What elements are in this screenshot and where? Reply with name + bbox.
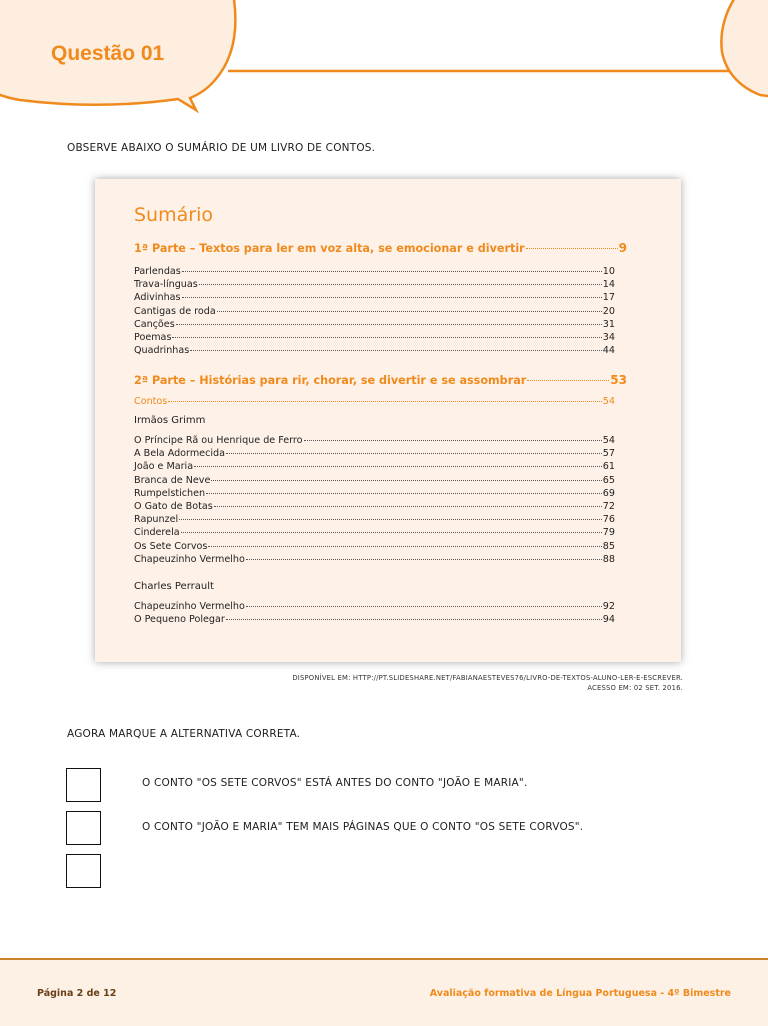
- toc-title: Sumário: [134, 204, 213, 226]
- entry-title: Canções: [134, 318, 175, 330]
- right-speech-bubble: [721, 0, 768, 100]
- dot-leader: [179, 519, 602, 520]
- toc-entry: [134, 461, 615, 474]
- part-2-label: 2ª Parte – Histórias para rir, chorar, se divertir e se assombrar: [134, 374, 527, 387]
- toc-entry: [134, 541, 615, 554]
- entry-page: 92: [602, 601, 615, 612]
- toc-entry: [134, 475, 615, 488]
- dot-leader: [246, 606, 602, 607]
- dot-leader: [214, 506, 602, 507]
- question-title: Questão 01: [51, 42, 165, 65]
- entry-page: 88: [602, 553, 615, 565]
- dot-leader: [211, 480, 601, 481]
- dot-leader: [226, 619, 602, 620]
- toc-contos: [134, 396, 615, 407]
- toc-entry: [134, 614, 615, 627]
- entry-title: Chapeuzinho Vermelho: [134, 553, 245, 565]
- entry-title: Rumpelstichen: [134, 487, 206, 499]
- entry-title: Cinderela: [134, 527, 180, 539]
- entry-page: 76: [602, 514, 615, 526]
- entry-title: O Pequeno Polegar: [134, 614, 225, 626]
- dot-leader: [526, 248, 618, 249]
- source-citation: [292, 674, 683, 693]
- entry-title: Os Sete Corvos: [134, 540, 208, 552]
- entry-page: 72: [602, 500, 615, 512]
- entry-title: O Gato de Botas: [134, 500, 213, 512]
- page-footer: [0, 958, 768, 1026]
- entry-page: 57: [602, 448, 615, 460]
- dot-leader: [190, 350, 602, 351]
- dot-leader: [176, 324, 602, 325]
- dot-leader: [527, 380, 609, 381]
- toc-entry: [134, 554, 615, 567]
- entry-title: O Príncipe Rã ou Henrique de Ferro: [134, 435, 303, 446]
- entry-title: Parlendas: [134, 266, 181, 277]
- dot-leader: [208, 546, 601, 547]
- option-2-text: O CONTO "JOÃO E MARIA" TEM MAIS PÁGINAS QUE O CONTO "OS SETE CORVOS".: [142, 821, 584, 833]
- author-perrault: Charles Perrault: [134, 581, 214, 592]
- entry-title: Quadrinhas: [134, 345, 190, 357]
- entry-title: Poemas: [134, 331, 172, 343]
- toc-entry: [134, 435, 615, 448]
- part-1-label: 1ª Parte – Textos para ler em voz alta, se emocionar e divertir: [134, 242, 525, 255]
- entry-title: Cantigas de roda: [134, 305, 216, 317]
- toc-entry: [134, 488, 615, 501]
- toc-entry: [134, 345, 615, 358]
- entry-title: João e Maria: [134, 461, 194, 473]
- entry-title: Chapeuzinho Vermelho: [134, 601, 245, 612]
- part-1-list: [134, 266, 615, 358]
- source-line-2: ACESSO EM: 02 SET. 2016.: [587, 683, 683, 692]
- entry-title: Adivinhas: [134, 292, 181, 304]
- footer-assessment-title: Avaliação formativa de Língua Portuguesa - 4º Bimestre: [429, 988, 731, 999]
- entry-title: Rapunzel: [134, 514, 179, 526]
- option-3-checkbox[interactable]: [66, 854, 101, 888]
- perrault-list: [134, 601, 615, 627]
- part-2-page: 53: [610, 373, 627, 387]
- entry-page: 20: [602, 305, 615, 317]
- dot-leader: [182, 271, 602, 272]
- dot-leader: [217, 311, 602, 312]
- entry-title: Branca de Neve: [134, 474, 211, 486]
- entry-title: A Bela Adormecida: [134, 448, 225, 460]
- toc-entry: [134, 601, 615, 614]
- entry-page: 65: [602, 474, 615, 486]
- contos-title: Contos: [134, 396, 168, 407]
- entry-title: Trava-línguas: [134, 279, 198, 291]
- toc-entry: [134, 292, 615, 305]
- toc-entry: [134, 332, 615, 345]
- entry-page: 31: [602, 318, 615, 330]
- option-1-text: O CONTO "OS SETE CORVOS" ESTÁ ANTES DO CONTO "JOÃO E MARIA".: [142, 777, 528, 789]
- page-number: Página 2 de 12: [37, 988, 117, 999]
- toc-entry: [134, 501, 615, 514]
- toc-entry: [134, 448, 615, 461]
- toc-part-2: [134, 373, 627, 387]
- toc-entry: [134, 514, 615, 527]
- option-1-checkbox[interactable]: [66, 768, 101, 802]
- entry-page: 79: [602, 527, 615, 539]
- author-grimm: Irmãos Grimm: [134, 415, 206, 426]
- toc-entry: [134, 319, 615, 332]
- entry-page: 54: [602, 435, 615, 446]
- entry-page: 34: [602, 331, 615, 343]
- toc-entry: [134, 306, 615, 319]
- dot-leader: [199, 284, 602, 285]
- toc-card: [95, 179, 681, 662]
- dot-leader: [304, 440, 602, 441]
- dot-leader: [226, 453, 602, 454]
- dot-leader: [172, 337, 601, 338]
- entry-page: 61: [602, 461, 615, 473]
- contos-page: 54: [602, 396, 615, 407]
- part-1-page: 9: [618, 241, 627, 255]
- entry-page: 94: [602, 614, 615, 626]
- dot-leader: [194, 466, 602, 467]
- dot-leader: [206, 493, 602, 494]
- source-line-1: DISPONÍVEL EM: HTTP://PT.SLIDESHARE.NET/FABIANAESTEVES76/LIVRO-DE-TEXTOS-ALUNO-LER-E-ESCREVER.: [292, 674, 683, 682]
- toc-entry: [134, 527, 615, 540]
- grimm-list: [134, 435, 615, 567]
- entry-page: 10: [602, 266, 615, 277]
- toc-entry: [134, 266, 615, 279]
- instruction-observe: OBSERVE ABAIXO O SUMÁRIO DE UM LIVRO DE CONTOS.: [67, 142, 376, 154]
- dot-leader: [246, 559, 602, 560]
- entry-page: 69: [602, 487, 615, 499]
- entry-page: 14: [602, 279, 615, 291]
- option-2-checkbox[interactable]: [66, 811, 101, 845]
- entry-page: 44: [602, 345, 615, 357]
- instruction-mark: AGORA MARQUE A ALTERNATIVA CORRETA.: [67, 728, 301, 740]
- entry-page: 85: [602, 540, 615, 552]
- dot-leader: [182, 297, 602, 298]
- dot-leader: [181, 532, 602, 533]
- dot-leader: [168, 401, 602, 402]
- entry-page: 17: [602, 292, 615, 304]
- toc-entry: [134, 279, 615, 292]
- toc-part-1: [134, 241, 627, 255]
